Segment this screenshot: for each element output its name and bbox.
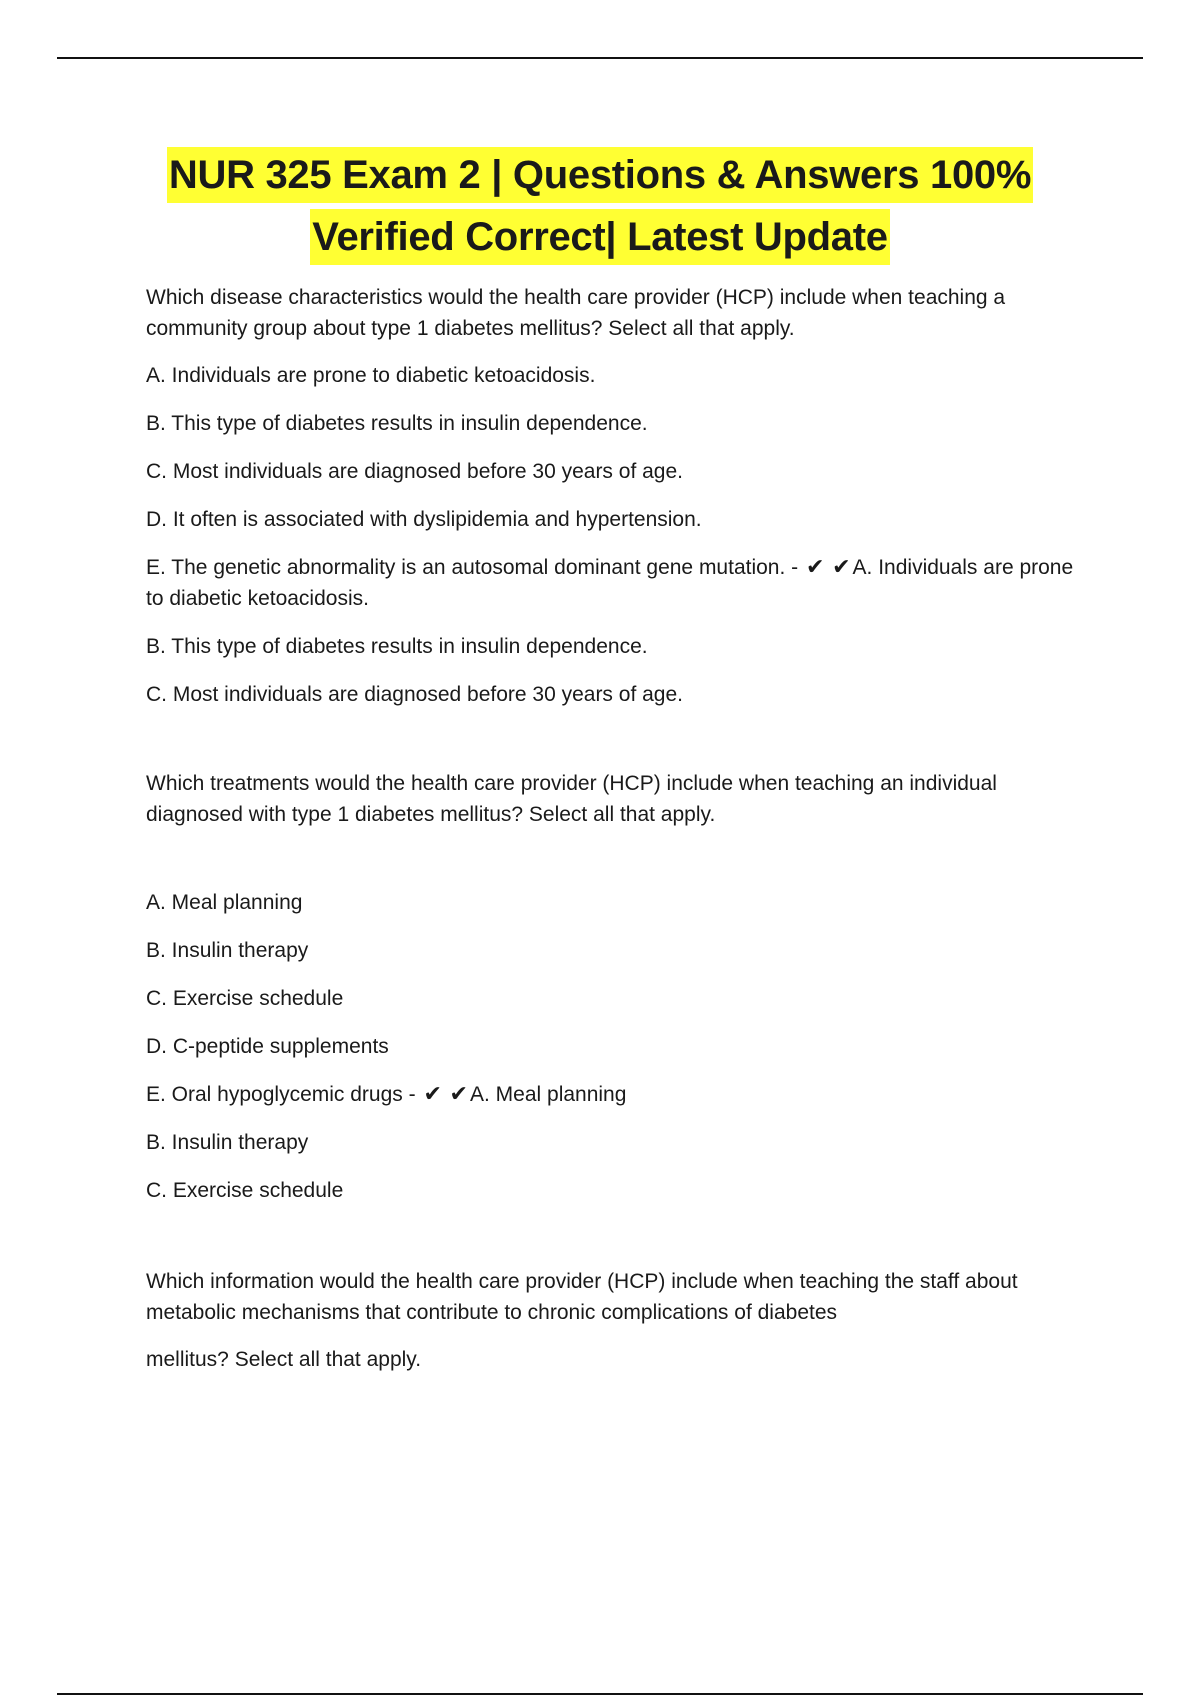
option-e-with-answer xyxy=(146,1079,1086,1110)
option-d: D. It often is associated with dyslipidemia and hypertension. xyxy=(146,508,702,531)
question-text: Which treatments would the health care provider (HCP) include when teaching an individual diagnosed with type 1 diabetes mellitus? Select all that apply. xyxy=(146,772,997,826)
checkmark-icon: ✔ ✔ xyxy=(806,555,851,580)
title-line-1: NUR 325 Exam 2 | Questions & Answers 100% xyxy=(167,147,1033,203)
page-title xyxy=(57,144,1143,268)
answer-text: C. Exercise schedule xyxy=(146,1179,344,1202)
question-text: Which disease characteristics would the health care provider (HCP) include when teaching a community group about type 1 diabetes mellitus? Select all that apply. xyxy=(146,286,1006,340)
option-c: C. Most individuals are diagnosed before 30 years of age. xyxy=(146,460,683,483)
option-a: A. Meal planning xyxy=(146,891,303,914)
option-e: E. Oral hypoglycemic drugs - xyxy=(146,1083,416,1106)
option-b: B. Insulin therapy xyxy=(146,939,309,962)
bottom-rule xyxy=(57,1693,1143,1695)
answer-text: C. Most individuals are diagnosed before 30 years of age. xyxy=(146,683,683,706)
answer-text: B. This type of diabetes results in insulin dependence. xyxy=(146,635,648,658)
question-block-1 xyxy=(146,282,1086,710)
option-d: D. C-peptide supplements xyxy=(146,1035,389,1058)
document-body xyxy=(146,282,1086,1375)
option-e-with-answer xyxy=(146,552,1086,614)
question-text-continued: mellitus? Select all that apply. xyxy=(146,1348,422,1371)
question-text: Which information would the health care provider (HCP) include when teaching the staff about metabolic mechanisms that contribute to chronic complications of diabetes xyxy=(146,1270,1018,1324)
option-b: B. This type of diabetes results in insulin dependence. xyxy=(146,412,648,435)
top-rule xyxy=(57,57,1143,59)
question-block-3 xyxy=(146,1266,1086,1375)
answer-text: B. Insulin therapy xyxy=(146,1131,309,1154)
answer-text: A. Meal planning xyxy=(469,1083,627,1106)
option-a: A. Individuals are prone to diabetic ketoacidosis. xyxy=(146,364,596,387)
checkmark-icon: ✔ ✔ xyxy=(423,1082,468,1107)
option-c: C. Exercise schedule xyxy=(146,987,344,1010)
answer-text: A. Individuals are prone to diabetic ketoacidosis. xyxy=(146,556,1074,610)
title-line-2: Verified Correct| Latest Update xyxy=(310,209,889,265)
option-e: E. The genetic abnormality is an autosomal dominant gene mutation. - xyxy=(146,556,799,579)
question-block-2 xyxy=(146,768,1086,1206)
